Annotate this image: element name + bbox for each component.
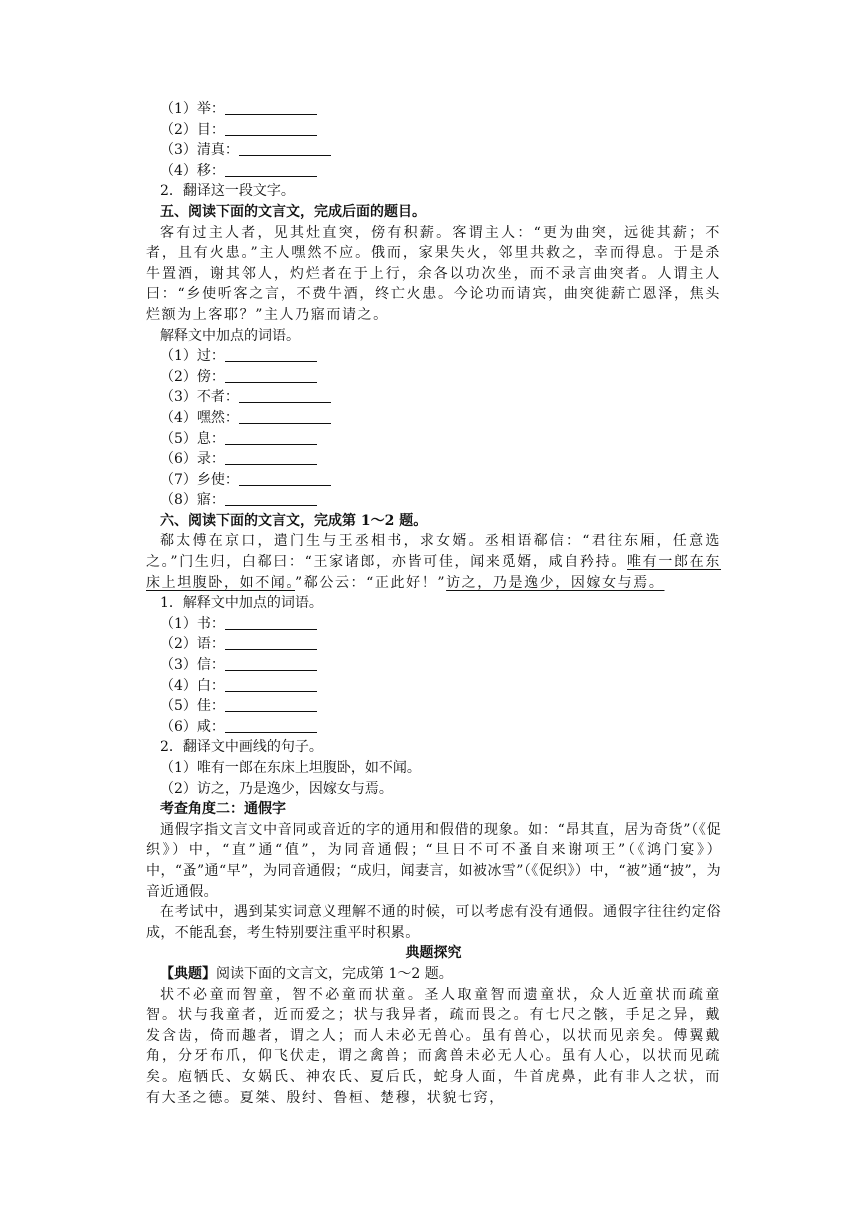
q4-item-2: （2）目： [146,120,721,141]
q5-heading: 五、阅读下面的文言文，完成后面的题目。 [160,203,426,220]
q6-sentence-2: （2）访之，乃是逸少，因嫁女与焉。 [160,780,393,797]
q4-item-4: （4）移： [146,161,721,182]
q4-item-1: （1）举： [146,99,721,120]
angle2-heading: 考查角度二：通假字 [160,801,286,818]
q5-item-4: （4）嘿然： [146,408,721,429]
q5-passage: 客有过主人者，见其灶直突，傍有积薪。客谓主人：“更为曲突，远徙其薪；不者，且有火患。”主人嘿然不应。俄而，家果失火，邻里共救之，幸而得息。于是杀牛置酒，谢其邻人，灼烂者在于上行，余各以功次坐，而不录言曲突者。人谓主人曰：“乡使听客之言，不费牛酒，终亡火患。今论功而请宾，曲突徙薪亡恩泽，焦头烂额为上客耶？”主人乃寤而请之。 [146,224,721,323]
document-body [146,99,721,1108]
q6-item-3: （3）信： [146,655,721,676]
example-intro: 【典题】阅读下面的文言文，完成第 1～2 题。 [160,965,453,982]
q5-item-3: （3）不者： [146,387,721,408]
answer-blank[interactable] [225,492,317,506]
q6-heading: 六、阅读下面的文言文，完成第 1～2 题。 [160,512,428,529]
q6-item-6: （6）咸： [146,717,721,738]
q6-item-4: （4）白： [146,676,721,697]
q5-item-5: （5）息： [146,429,721,450]
answer-blank[interactable] [225,348,317,362]
q6-passage: 郗太傅在京口，遣门生与王丞相书，求女婿。丞相语郗信：“君往东厢，任意选之。”门生归，白郗曰：“王家诸郎，亦皆可佳，闻来觅婿，咸自矜持。唯有一郎在东床上坦腹卧，如不闻。”郗公云：“正此好！”访之，乃是逸少，因嫁女与焉。 [146,533,721,591]
answer-blank[interactable] [225,369,317,383]
q5-item-7: （7）乡使： [146,470,721,491]
q6-item-2: （2）语： [146,634,721,655]
q5-item-6: （6）录： [146,449,721,470]
q5-instruction: 解释文中加点的词语。 [160,327,300,344]
q5-item-2: （2）傍： [146,367,721,388]
q6-q1: 1．解释文中加点的词语。 [160,595,323,612]
answer-blank[interactable] [225,431,317,445]
q6-item-5: （5）佳： [146,696,721,717]
answer-blank[interactable] [225,616,317,630]
answer-blank[interactable] [225,451,317,465]
q4-translate: 2．翻译这一段文字。 [160,183,295,200]
answer-blank[interactable] [225,678,317,692]
underlined-sentence-1: 唯有一郎在东床上坦腹卧，如不闻。 [146,554,721,591]
answer-blank[interactable] [239,410,331,424]
q6-q2: 2．翻译文中画线的句子。 [160,739,323,756]
answer-blank[interactable] [239,472,331,486]
answer-blank[interactable] [225,698,317,712]
answer-blank[interactable] [225,163,317,177]
q4-item-3: （3）清真： [146,140,721,161]
q6-sentence-1: （1）唯有一郎在东床上坦腹卧，如不闻。 [160,760,421,776]
answer-blank[interactable] [225,636,317,650]
q5-item-8: （8）寤： [146,490,721,511]
underlined-sentence-2: 访之，乃是逸少，因嫁女与焉。 [446,574,665,591]
angle2-paragraph-1: 通假字指文言文中音同或音近的字的通用和假借的现象。如：“昂其直，居为奇货”（《促织》）中，“直”通“值”，为同音通假；“旦日不可不蚤自来谢项王”（《鸿门宴》）中，“蚤”通“早”，为同音通假；“成归，闻妻言，如被冰雪”（《促织》）中，“被”通“披”，为音近通假。 [146,821,721,900]
answer-blank[interactable] [239,142,331,156]
q5-item-1: （1）过： [146,346,721,367]
example-passage: 状不必童而智童，智不必童而状童。圣人取童智而遗童状，众人近童状而疏童智。状与我童者，近而爱之；状与我异者，疏而畏之。有七尺之骸，手足之异，戴发含齿，倚而趣者，谓之人；而人未必无兽心。虽有兽心，以状而见亲矣。傅翼戴角，分牙布爪，仰飞伏走，谓之禽兽；而禽兽未必无人心。虽有人心，以状而见疏矣。庖牺氏、女娲氏、神农氏、夏后氏，蛇身人面，牛首虎鼻，此有非人之状，而有大圣之德。夏桀、殷纣、鲁桓、楚穆，状貌七窍， [146,986,721,1106]
q6-item-1: （1）书： [146,614,721,635]
answer-blank[interactable] [239,389,331,403]
answer-blank[interactable] [225,122,317,136]
answer-blank[interactable] [225,657,317,671]
example-title: 典题探究 [405,945,462,962]
angle2-paragraph-2: 在考试中，遇到某实词意义理解不通的时候，可以考虑有没有通假。通假字往往约定俗成，不能乱套，考生特别要注重平时积累。 [146,904,721,941]
answer-blank[interactable] [225,719,317,733]
answer-blank[interactable] [225,101,317,115]
